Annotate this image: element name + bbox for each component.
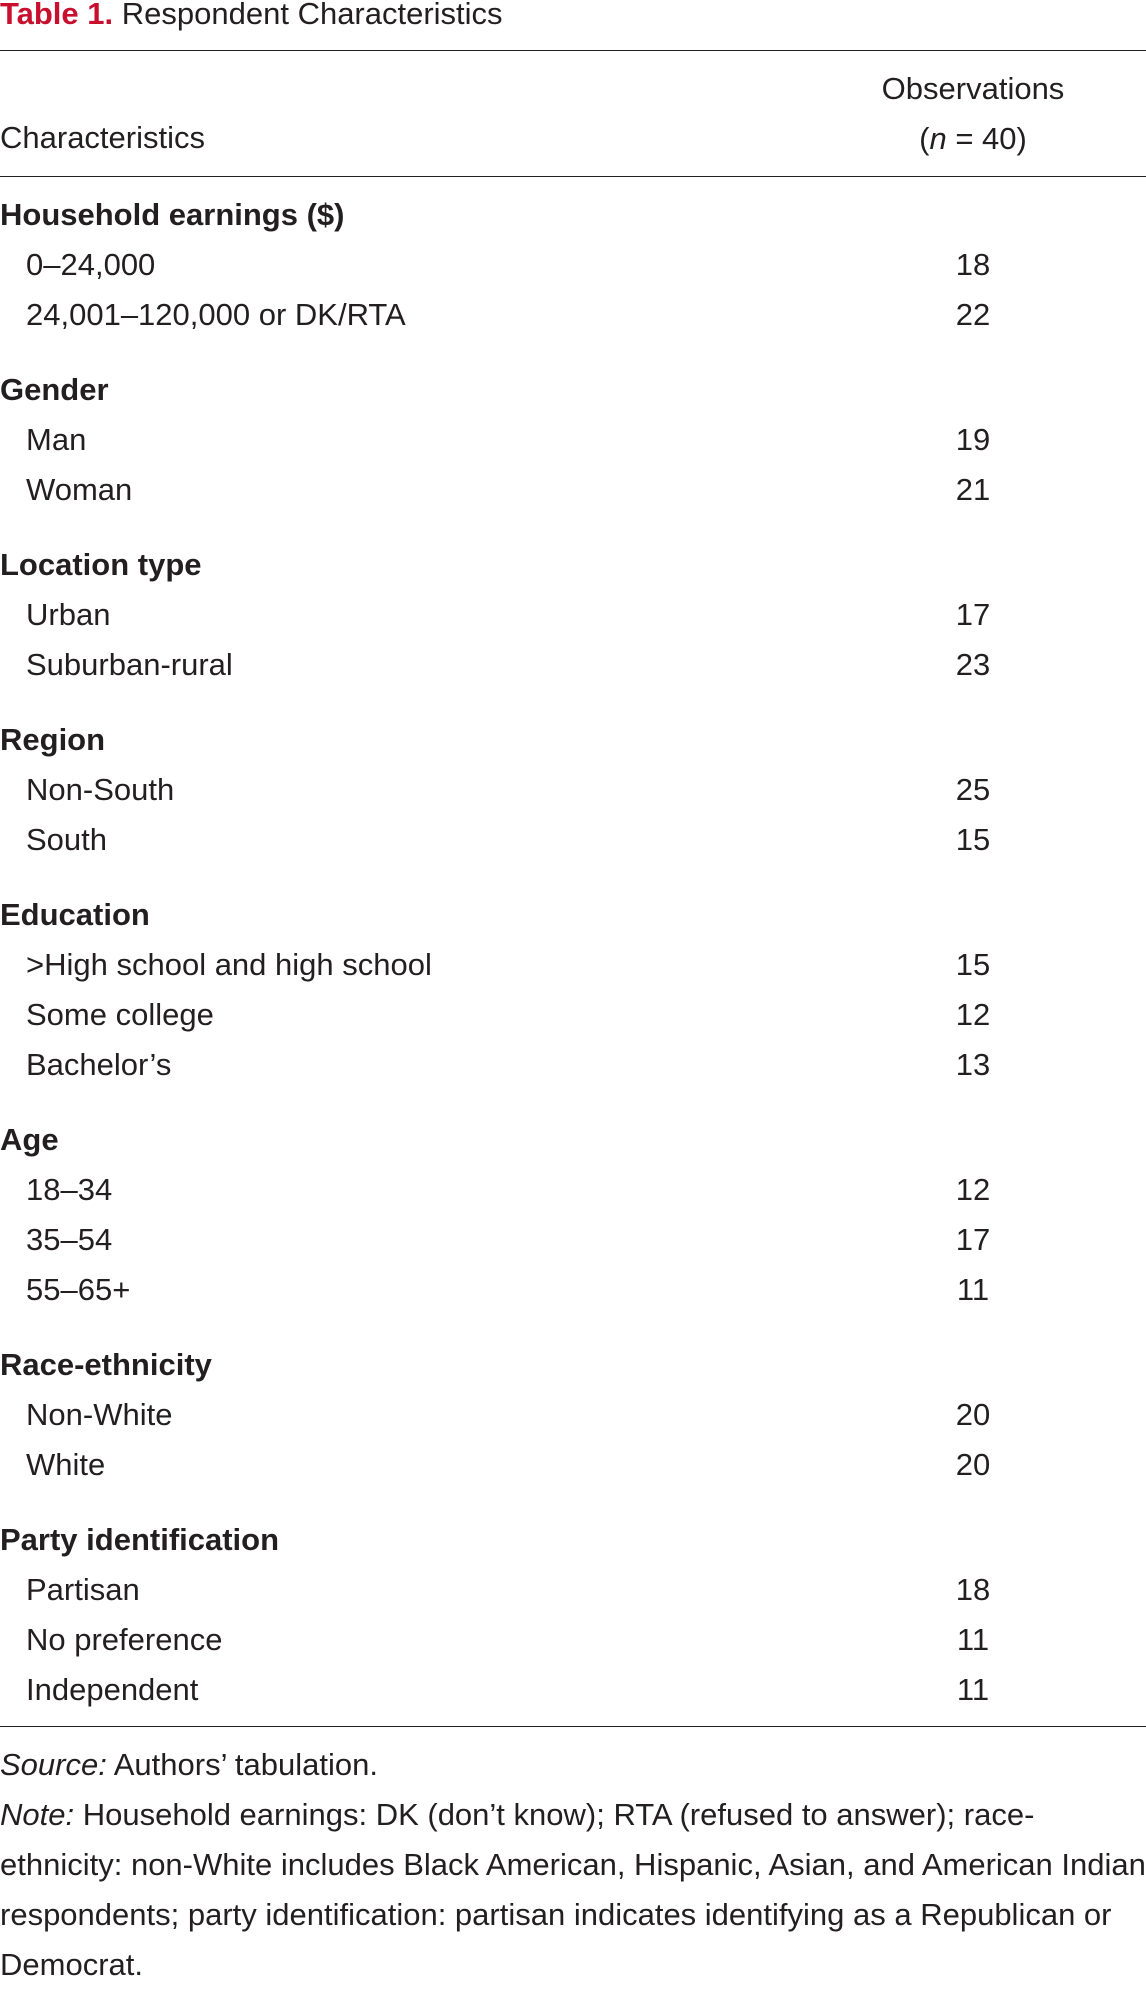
row-observations: 11: [956, 1272, 990, 1307]
row-category: Non-White: [26, 1397, 173, 1432]
table-body: [0, 190, 1146, 1740]
table-row: [0, 465, 1146, 515]
row-category: 0–24,000: [26, 247, 156, 282]
row-category: Suburban-rural: [26, 647, 233, 682]
table-row: [0, 1265, 1146, 1315]
row-category: 24,001–120,000 or DK/RTA: [26, 297, 406, 332]
row-category: White: [26, 1447, 106, 1482]
bottom-rule: [0, 1726, 1146, 1727]
row-observations: 20: [955, 1447, 991, 1482]
table-number: Table 1.: [0, 0, 114, 31]
table-notes: [0, 1740, 1146, 1990]
source-text: Authors’ tabulation.: [106, 1747, 378, 1782]
table-row: [0, 765, 1146, 815]
table-row: [0, 815, 1146, 865]
sample-size-value: = 40): [946, 121, 1027, 156]
row-observations: 23: [955, 647, 991, 682]
row-category: South: [26, 822, 108, 857]
row-observations: 25: [955, 772, 991, 807]
table-title: Respondent Characteristics: [121, 0, 503, 31]
table-row: [0, 1665, 1146, 1715]
row-observations: 20: [955, 1397, 991, 1432]
group-title: Location type: [0, 547, 202, 582]
group-title: Gender: [0, 372, 109, 407]
table-row: [0, 1440, 1146, 1490]
observations-label: Observations: [881, 71, 1065, 106]
top-rule: [0, 50, 1146, 51]
table-row: [0, 415, 1146, 465]
note-label: Note:: [0, 1797, 75, 1832]
row-category: Woman: [26, 472, 133, 507]
row-category: 35–54: [26, 1222, 113, 1257]
table-row: [0, 590, 1146, 640]
header-rule: [0, 176, 1146, 177]
table-row: [0, 990, 1146, 1040]
table-row: [0, 240, 1146, 290]
table-row: [0, 640, 1146, 690]
row-category: 55–65+: [26, 1272, 131, 1307]
table-row: [0, 1615, 1146, 1665]
table-group: [0, 1515, 1146, 1715]
sample-size-symbol: n: [929, 121, 947, 156]
row-observations: 18: [955, 1572, 991, 1607]
group-title: Region: [0, 722, 106, 757]
table-row: [0, 290, 1146, 340]
row-observations: 15: [955, 947, 991, 982]
row-observations: 22: [955, 297, 991, 332]
row-category: Bachelor’s: [26, 1047, 172, 1082]
table-row: [0, 1390, 1146, 1440]
table-row: [0, 1165, 1146, 1215]
characteristics-header: Characteristics: [0, 120, 205, 155]
table-group: [0, 715, 1146, 865]
row-observations: 15: [955, 822, 991, 857]
row-observations: 12: [955, 997, 991, 1032]
group-title: Age: [0, 1122, 59, 1157]
table-row: [0, 1565, 1146, 1615]
row-category: Man: [26, 422, 87, 457]
row-observations: 21: [955, 472, 991, 507]
row-observations: 17: [955, 1222, 991, 1257]
row-observations: 19: [955, 422, 991, 457]
table-row: [0, 1215, 1146, 1265]
table-group: [0, 1340, 1146, 1490]
source-line: [0, 1740, 1146, 1790]
row-observations: 17: [955, 597, 991, 632]
group-title: Race-ethnicity: [0, 1347, 212, 1382]
group-title: Education: [0, 897, 150, 932]
row-category: Independent: [26, 1672, 199, 1707]
sample-size: [848, 114, 1098, 164]
table-group: [0, 365, 1146, 515]
note-text: Household earnings: DK (don’t know); RTA (refused to answer); race-ethnicity: non-White includes Black American, Hispanic, Asian, and American Indian respondents; party identification: partisan indicates identifying as a Republican or Democrat.: [0, 1797, 1146, 1982]
sample-size-open: (: [919, 121, 930, 156]
row-category: Partisan: [26, 1572, 140, 1607]
row-category: Some college: [26, 997, 214, 1032]
row-category: 18–34: [26, 1172, 113, 1207]
row-category: Urban: [26, 597, 111, 632]
row-observations: 11: [956, 1672, 990, 1707]
table-group: [0, 890, 1146, 1090]
table-group: [0, 540, 1146, 690]
row-category: >High school and high school: [26, 947, 432, 982]
table-caption: [0, 0, 503, 34]
table-group: [0, 190, 1146, 340]
row-category: No preference: [26, 1622, 223, 1657]
group-title: Household earnings ($): [0, 197, 345, 232]
source-label: Source:: [0, 1747, 107, 1782]
row-category: Non-South: [26, 772, 175, 807]
note-line: [0, 1790, 1146, 1990]
table-row: [0, 940, 1146, 990]
table-group: [0, 1115, 1146, 1315]
row-observations: 13: [955, 1047, 991, 1082]
row-observations: 11: [956, 1622, 990, 1657]
observations-header: [848, 64, 1098, 164]
row-observations: 18: [955, 247, 991, 282]
group-title: Party identification: [0, 1522, 280, 1557]
row-observations: 12: [955, 1172, 991, 1207]
table-row: [0, 1040, 1146, 1090]
